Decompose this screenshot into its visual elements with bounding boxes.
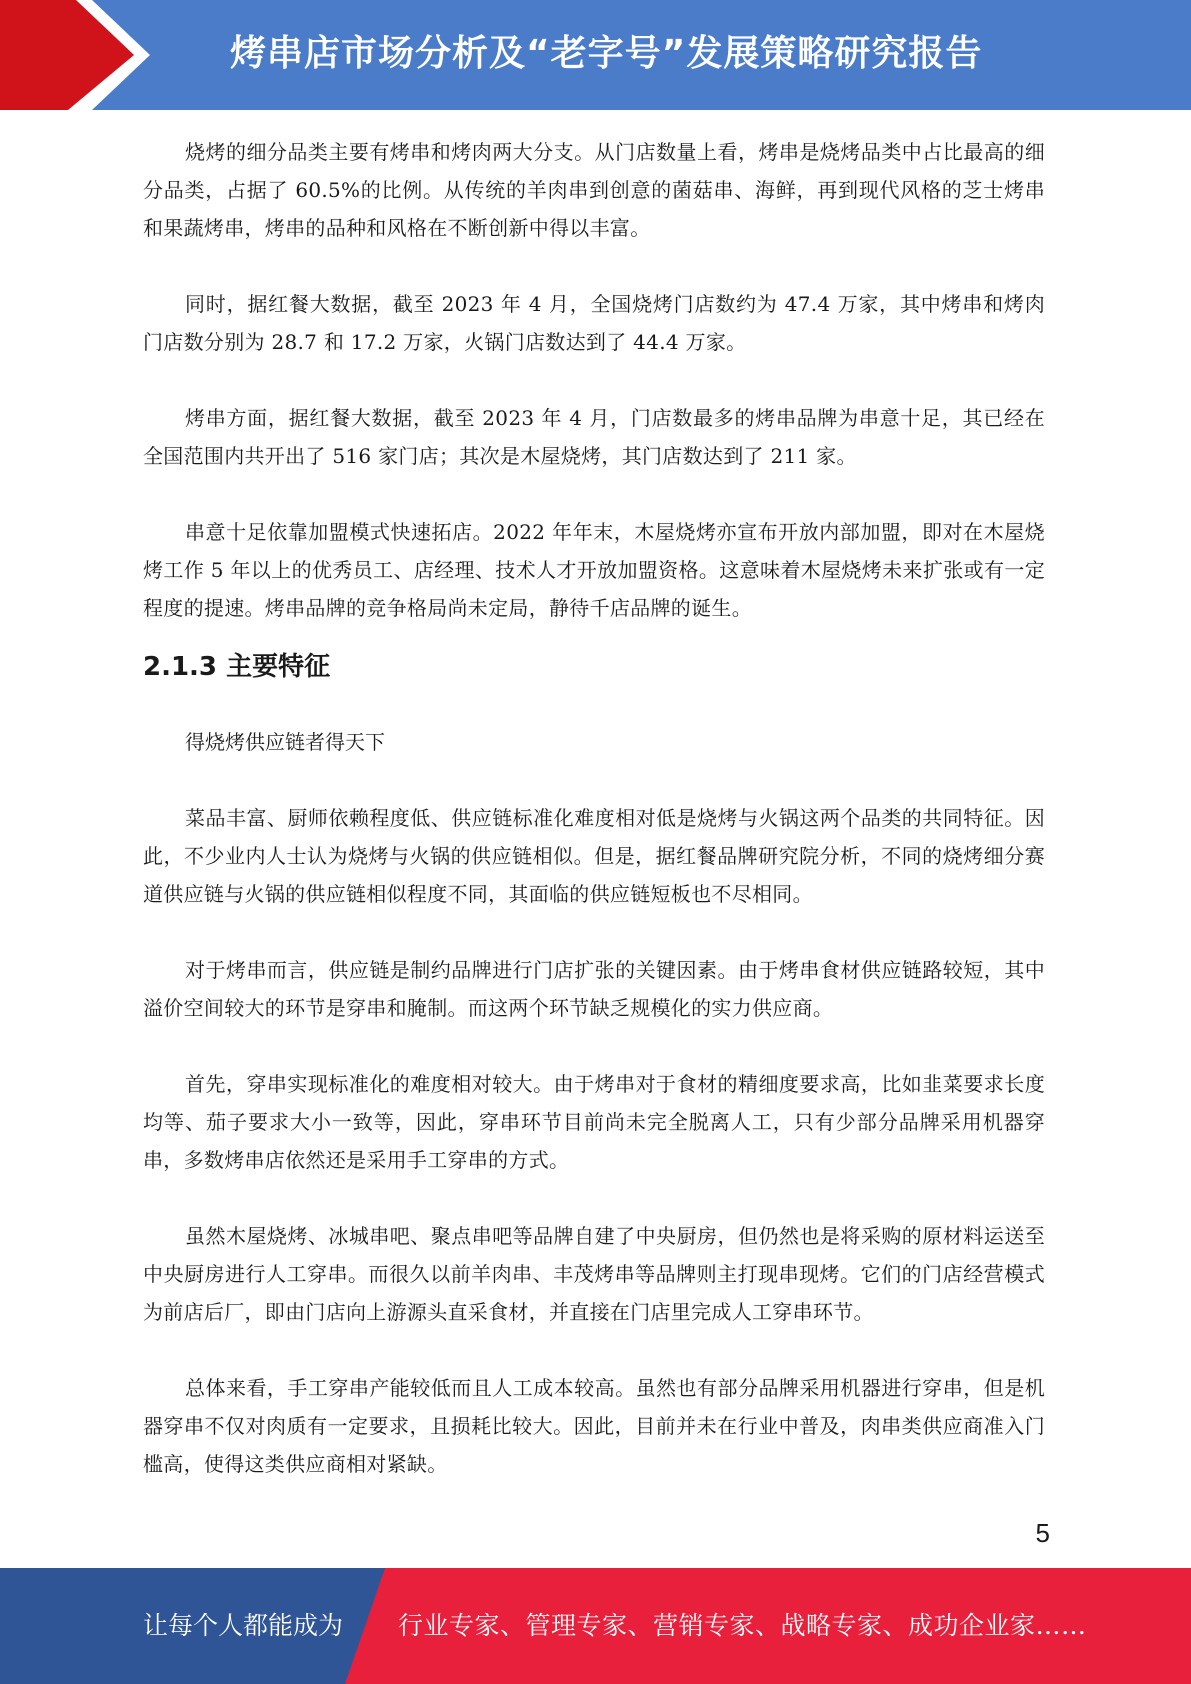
page-number: 5 (1035, 1518, 1050, 1548)
main-content (143, 133, 1045, 1521)
paragraph: 菜品丰富、厨师依赖程度低、供应链标准化难度相对低是烧烤与火锅这两个品类的共同特征。因此，不少业内人士认为烧烤与火锅的供应链相似。但是，据红餐品牌研究院分析，不同的烧烤细分赛道供应链与火锅的供应链相似程度不同，其面临的供应链短板也不尽相同。 (143, 806, 1045, 906)
section-heading: 2.1.3 主要特征 (143, 652, 331, 682)
header-red-arrow (0, 0, 150, 110)
paragraph: 烧烤的细分品类主要有烤串和烤肉两大分支。从门店数量上看，烤串是烧烤品类中占比最高的细分品类，占据了 60.5%的比例。从传统的羊肉串到创意的菌菇串、海鲜，再到现代风格的芝士烤串和果蔬烤串，烤串的品种和风格在不断创新中得以丰富。 (143, 140, 1045, 240)
page-footer (0, 1568, 1191, 1684)
paragraph: 总体来看，手工穿串产能较低而且人工成本较高。虽然也有部分品牌采用机器进行穿串，但是机器穿串不仅对肉质有一定要求，且损耗比较大。因此，目前并未在行业中普及，肉串类供应商准入门槛高，使得这类供应商相对紧缺。 (143, 1376, 1045, 1476)
page-header (0, 0, 1191, 110)
paragraph: 烤串方面，据红餐大数据，截至 2023 年 4 月，门店数最多的烤串品牌为串意十足，其已经在全国范围内共开出了 516 家门店；其次是木屋烧烤，其门店数达到了 211 家。 (143, 406, 1045, 468)
paragraph: 首先，穿串实现标准化的难度相对较大。由于烤串对于食材的精细度要求高，比如韭菜要求长度均等、茄子要求大小一致等，因此，穿串环节目前尚未完全脱离人工，只有少部分品牌采用机器穿串，多数烤串店依然还是采用手工穿串的方式。 (143, 1072, 1045, 1172)
paragraph: 串意十足依靠加盟模式快速拓店。2022 年年末，木屋烧烤亦宣布开放内部加盟，即对在木屋烧烤工作 5 年以上的优秀员工、店经理、技术人才开放加盟资格。这意味着木屋烧烤未来扩张或有一定程度的提速。烤串品牌的竞争格局尚未定局，静待千店品牌的诞生。 (143, 520, 1045, 620)
document-title: 烤串店市场分析及“老字号”发展策略研究报告 (230, 33, 983, 74)
footer-slogan-left: 让每个人都能成为 (143, 1611, 344, 1640)
footer-slogan-right: 行业专家、管理专家、营销专家、战略专家、成功企业家…… (398, 1611, 1087, 1640)
paragraph: 对于烤串而言，供应链是制约品牌进行门店扩张的关键因素。由于烤串食材供应链路较短，其中溢价空间较大的环节是穿串和腌制。而这两个环节缺乏规模化的实力供应商。 (143, 958, 1045, 1020)
section-subtitle: 得烧烤供应链者得天下 (185, 730, 385, 754)
paragraph: 同时，据红餐大数据，截至 2023 年 4 月，全国烧烤门店数约为 47.4 万家，其中烤串和烤肉门店数分别为 28.7 和 17.2 万家，火锅门店数达到了 44.4 万家。 (143, 292, 1045, 354)
paragraph: 虽然木屋烧烤、冰城串吧、聚点串吧等品牌自建了中央厨房，但仍然也是将采购的原材料运送至中央厨房进行人工穿串。而很久以前羊肉串、丰茂烤串等品牌则主打现串现烤。它们的门店经营模式为前店后厂，即由门店向上游源头直采食材，并直接在门店里完成人工穿串环节。 (143, 1224, 1045, 1324)
